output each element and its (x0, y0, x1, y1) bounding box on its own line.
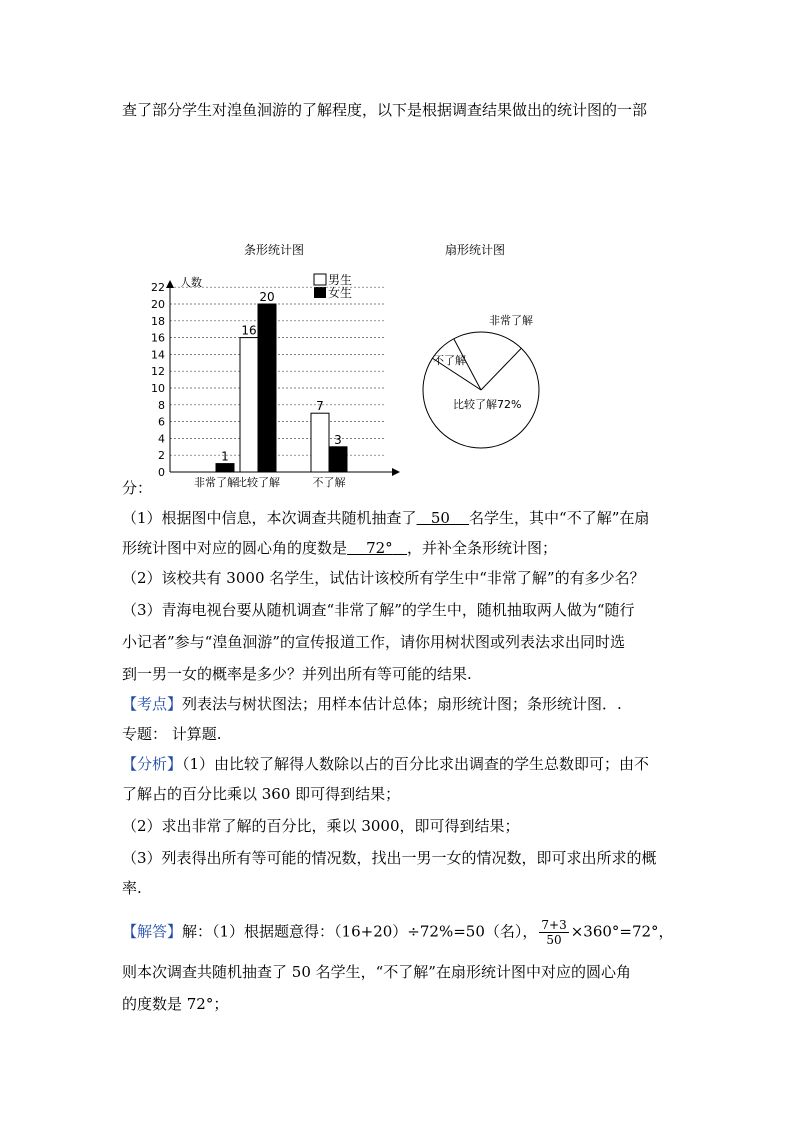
y-tick-label: 2 (158, 449, 165, 463)
bar-male (311, 413, 329, 472)
y-axis-arrow (166, 280, 174, 288)
x-category-label: 非常了解 (194, 476, 238, 489)
y-tick-label: 20 (151, 298, 165, 311)
pie-label-fairly: 比较了解72% (453, 398, 522, 411)
q1-blank1: 50 (430, 509, 450, 527)
pie-chart (415, 236, 565, 466)
fenxi-label: 【分析】 (122, 755, 183, 773)
intro-line: 查了部分学生对湟鱼洄游的了解程度，以下是根据调查结果做出的统计图的一部 (122, 101, 648, 119)
bar-chart (140, 236, 410, 496)
pie-label-not: 不了解 (433, 354, 466, 367)
q2-line: （2）该校共有 3000 名学生，试估计该校所有学生中“非常了解”的有多少名？ (122, 569, 645, 587)
pie-chart-title: 扇形统计图 (445, 243, 506, 257)
fenxi-line3: （2）求出非常了解的百分比，乘以 3000，即可得到结果； (122, 817, 520, 835)
legend-female-swatch (314, 287, 326, 298)
q1-line1 (122, 508, 649, 528)
legend-female-label: 女生 (328, 286, 353, 300)
x-axis-arrow (392, 468, 400, 476)
x-category-label: 比较了解 (236, 476, 280, 489)
q1-line2 (122, 538, 557, 558)
y-tick-label: 8 (158, 398, 165, 412)
bar-data-label: 3 (334, 432, 342, 447)
kaodian-label: 【考点】 (122, 695, 183, 713)
fenxi-text-1: （1）由比较了解得人数除以占的百分比求出调查的学生总数即可；由不 (182, 755, 650, 773)
fenxi-line5: 率. (122, 879, 142, 897)
bar-data-label: 7 (316, 399, 324, 414)
q3-line3: 到一男一女的概率是多少？并列出所有等可能的结果. (122, 665, 472, 683)
fraction (539, 918, 568, 947)
fenxi-line2: 了解占的百分比乘以 360 即可得到结果； (122, 785, 401, 803)
bar-data-label: 1 (221, 449, 229, 464)
q1-text-b: 名学生，其中“不了解”在扇 (469, 509, 650, 527)
kaodian-line (122, 694, 622, 714)
y-tick-label: 22 (151, 281, 165, 295)
y-tick-label: 18 (151, 314, 165, 328)
bar-female (329, 447, 347, 472)
y-tick-label: 4 (158, 432, 165, 446)
y-tick-label: 16 (151, 331, 165, 345)
bar-female (216, 464, 234, 472)
y-tick-label: 10 (151, 382, 165, 395)
legend-male-swatch (314, 274, 326, 285)
fraction-numerator: 7+3 (541, 918, 567, 932)
fenxi-line1 (122, 754, 649, 774)
q3-line2: 小记者”参与“湟鱼洄游”的宣传报道工作，请你用树状图或列表法求出同时选 (122, 633, 626, 651)
bar-chart-y-label: 人数 (180, 276, 202, 289)
q1-text-c: 形统计图中对应的圆心角的度数是 (122, 539, 348, 557)
bar-female (258, 304, 276, 472)
y-tick-label: 12 (151, 365, 165, 379)
jieda-line2: 则本次调查共随机抽查了 50 名学生，“不了解”在扇形统计图中对应的圆心角 (122, 963, 631, 981)
jieda-text-b: ×360°=72°， (570, 922, 674, 941)
bar-data-label: 20 (259, 290, 275, 304)
kaodian-text: 列表法与树状图法；用样本估计总体；扇形统计图；条形统计图．. (182, 695, 622, 713)
q1-blank2: 72° (366, 539, 393, 557)
q1-text-d: ，并补全条形统计图； (407, 539, 558, 557)
y-tick-label: 0 (158, 466, 165, 479)
jieda-line1 (122, 918, 674, 947)
y-tick-label: 6 (158, 415, 165, 429)
bar-chart-title: 条形统计图 (244, 243, 305, 257)
pie-label-very: 非常了解 (489, 314, 533, 327)
fenxi-line4: （3）列表得出所有等可能的情况数，找出一男一女的情况数，即可求出所求的概 (122, 849, 657, 867)
jieda-line3: 的度数是 72°； (122, 995, 229, 1013)
bar-male (240, 338, 258, 472)
jieda-text-a: 解：（1）根据题意得：（16+20）÷72%=50（名）， (182, 922, 538, 941)
jieda-label: 【解答】 (122, 922, 183, 941)
bar-data-label: 16 (241, 323, 257, 338)
fraction-denominator: 50 (546, 933, 562, 947)
q3-line1: （3）青海电视台要从随机调查“非常了解”的学生中，随机抽取两人做为“随行 (122, 601, 635, 619)
fen-label: 分： (122, 479, 153, 497)
x-category-label: 不了解 (312, 476, 346, 489)
y-tick-label: 14 (151, 348, 165, 362)
zhuanti-line: 专题： 计算题. (122, 725, 222, 743)
legend-male-label: 男生 (328, 273, 353, 287)
q1-text-a: （1）根据图中信息，本次调查共随机抽查了 (122, 509, 417, 527)
